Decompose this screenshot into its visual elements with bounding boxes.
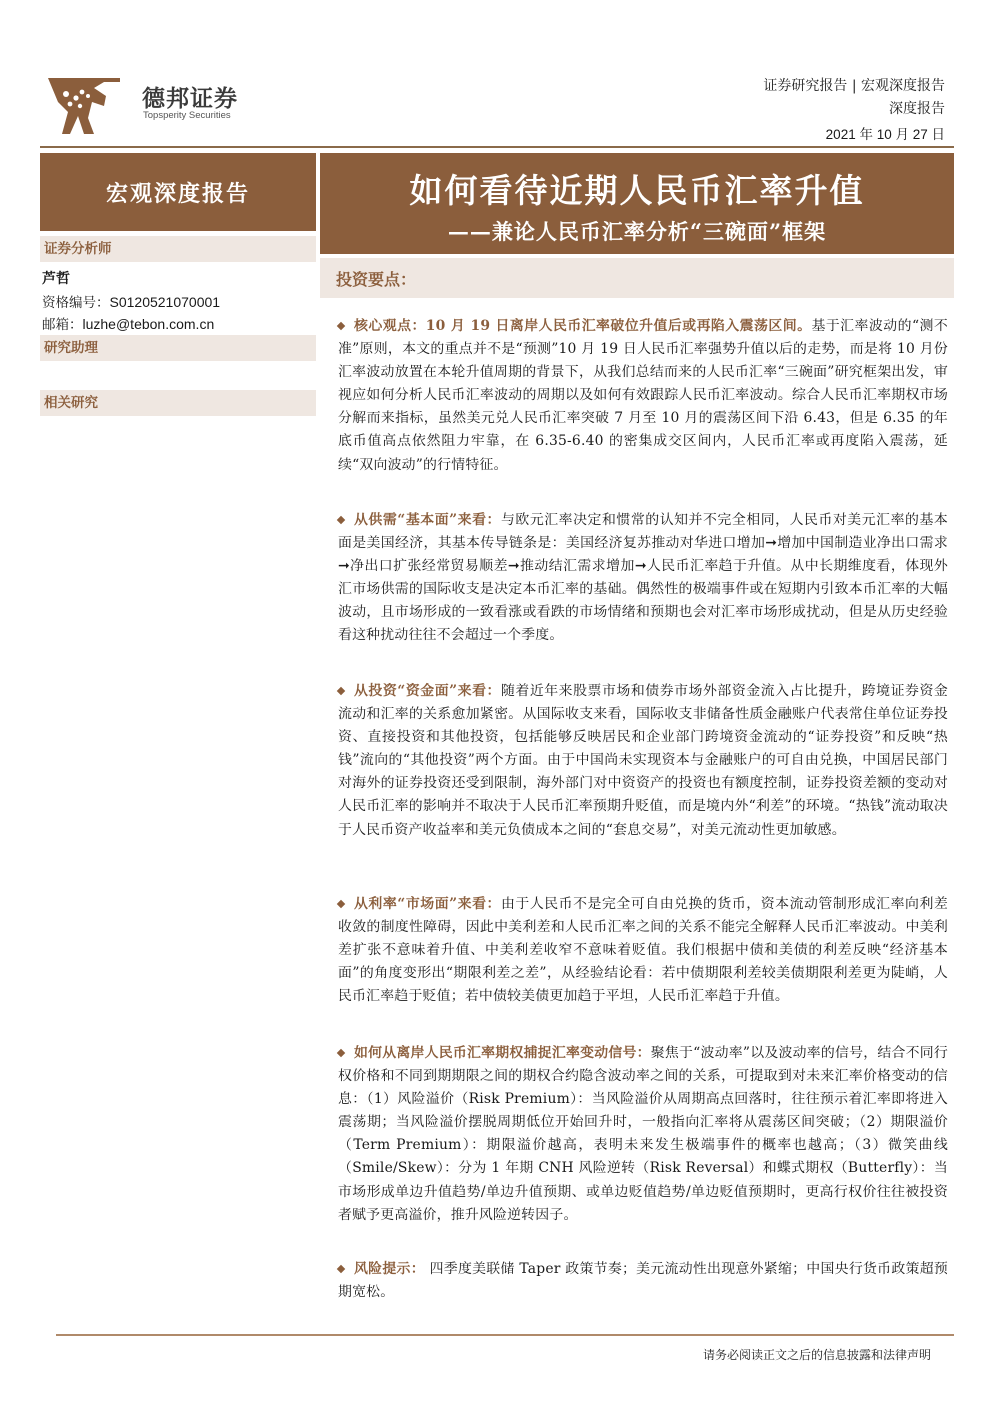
key-points-label: 投资要点： (336, 270, 417, 289)
related-research-heading: 相关研究 (40, 390, 316, 416)
key-point-lead: 如何从离岸人民币汇率期权捕捉汇率变动信号： (354, 1045, 651, 1061)
header-divider (40, 146, 954, 148)
key-points-heading (320, 258, 954, 298)
footer-disclaimer: 请务必阅读正文之后的信息披露和法律声明 (702, 1348, 931, 1362)
brand-name: 德邦证券 (142, 86, 238, 112)
assistant-heading: 研究助理 (40, 335, 316, 361)
diamond-bullet-icon (337, 900, 345, 908)
diamond-bullet-icon (337, 322, 345, 330)
brand-name-en: Topsperity Securities (143, 110, 231, 121)
cert-value: S0120521070001 (109, 294, 221, 310)
key-point-lead: 从利率“市场面”来看： (354, 896, 501, 912)
company-logo (44, 72, 124, 138)
key-point-paragraph (338, 893, 948, 1008)
title-block (320, 153, 954, 254)
report-title: 如何看待近期人民币汇率升值 (409, 171, 865, 210)
diamond-bullet-icon (337, 687, 345, 695)
key-point-body: 由于人民币不是完全可自由兑换的货币，资本流动管制形成汇率向利差收敛的制度性障碍，因此中美利差和人民币汇率之间的关系不能完全解释人民币汇率波动。中美利差扩张不意味着升值、中美利差收窄不意味着贬值。我们根据中债和美债的利差反映“经济基本面”的角度变形出“期限利差之差”，从经验结论看：若中债期限利差较美债期限利差更为陡峭，人民币汇率趋于贬值；若中债较美债更加趋于平坦，人民币汇率趋于升值。 (338, 896, 948, 1005)
analyst-name: 芦哲 (42, 271, 70, 287)
key-point-body: 聚焦于“波动率”以及波动率的信号，结合不同行权价格和不同到期期限之间的期权合约隐含波动率之间的关系，可提取到对未来汇率价格变动的信息：（1）风险溢价（Risk Premium）：当风险溢价从周期高点回落时，往往预示着汇率即将进入震荡期；当风险溢价摆脱周期低位开始回升时，一般指向汇率将从震荡区间突破；（2）期限溢价（Term Premium）：期限溢价越高，表明未来发生极端事件的概率也越高；（3）微笑曲线（Smile/Skew）：分为 1 年期 CNH 风险逆转（Risk Reversal）和蝶式期权（Butterfly）：当市场形成单边升值趋势/单边升值预期、或单边贬值趋势/单边贬值预期时，更高行权价往往被投资者赋予更高溢价，推升风险逆转因子。 (338, 1045, 949, 1223)
risk-warning-lead: 风险提示： (354, 1261, 425, 1277)
email-value[interactable]: luzhe@tebon.com.cn (82, 316, 215, 332)
report-subtype: 深度报告 (889, 101, 945, 117)
cert-label: 资格编号： (42, 295, 110, 311)
report-type: 证券研究报告 | 宏观深度报告 (763, 78, 945, 94)
email-label: 邮箱： (42, 317, 83, 333)
key-point-body: 与欧元汇率决定和惯常的认知并不完全相同，人民币对美元汇率的基本面是美国经济，其基本传导链条是：美国经济复苏推动对华进口增加➞增加中国制造业净出口需求➞净出口扩张经常贸易顺差➞推动结汇需求增加➞人民币汇率趋于升值。从中长期维度看，体现外汇市场供需的国际收支是决定本币汇率的基础。偶然性的极端事件或在短期内引致本币汇率的大幅波动，且市场形成的一致看涨或看跌的市场情绪和预期也会对汇率市场形成扰动，但是从历史经验看这种扰动往往不会超过一个季度。 (338, 512, 948, 644)
key-point-paragraph (338, 1042, 948, 1227)
footer-divider (56, 1334, 954, 1336)
diamond-bullet-icon (337, 516, 345, 524)
key-point-lead: 从供需“基本面”来看： (354, 512, 501, 528)
diamond-bullet-icon (337, 1049, 345, 1057)
risk-warning-body: 四季度美联储 Taper 政策节奏；美元流动性出现意外紧缩；中国央行货币政策超预期宽松。 (338, 1261, 948, 1301)
risk-warning-paragraph (338, 1258, 948, 1304)
analyst-cert (42, 291, 220, 311)
category-banner (40, 153, 316, 231)
analyst-heading: 证券分析师 (40, 236, 316, 262)
key-point-paragraph (338, 315, 948, 477)
key-point-lead: 从投资“资金面”来看： (354, 683, 501, 699)
diamond-bullet-icon (337, 1265, 345, 1273)
key-point-paragraph (338, 509, 948, 648)
analyst-email (42, 313, 214, 333)
key-point-lead: 核心观点：10 月 19 日离岸人民币汇率破位升值后或再陷入震荡区间。 (354, 318, 812, 334)
category-banner-label: 宏观深度报告 (105, 180, 250, 207)
key-point-body: 基于汇率波动的“测不准”原则，本文的重点并不是“预测”10 月 19 日人民币汇率强势升值以后的走势，而是将 10 月份汇率波动放置在本轮升值周期的背景下，从我们总结而来的人民币汇率“三碗面”研究框架出发，审视应如何分析人民币汇率波动的周期以及如何有效跟踪人民币汇率波动。综合人民币汇率期权市场分解而来指标，虽然美元兑人民币汇率突破 7 月至 10 月的震荡区间下沿 6.43，但是 6.35 的年底币值高点依然阻力牢靠，在 6.35-6.40 的密集成交区间内，人民币汇率或再度陷入震荡，延续“双向波动”的行情特征。 (338, 318, 948, 473)
report-date: 2021 年 10 月 27 日 (825, 127, 945, 142)
key-point-paragraph (338, 680, 948, 842)
key-point-body: 随着近年来股票市场和债券市场外部资金流入占比提升，跨境证券资金流动和汇率的关系愈加紧密。从国际收支来看，国际收支非储备性质金融账户代表常住单位证券投资、直接投资和其他投资，包括能够反映居民和企业部门跨境资金流动的“证券投资”和反映“热钱”流向的“其他投资”两个方面。由于中国尚未实现资本与金融账户的可自由兑换，中国居民部门对海外的证券投资还受到限制，海外部门对中资资产的投资也有额度控制，证券投资差额的变动对人民币汇率的影响并不取决于人民币汇率预期升贬值，而是境内外“利差”的环境。“热钱”流动取决于人民币资产收益率和美元负债成本之间的“套息交易”，对美元流动性更加敏感。 (338, 683, 948, 838)
report-subtitle: ——兼论人民币汇率分析“三碗面”框架 (447, 219, 827, 244)
